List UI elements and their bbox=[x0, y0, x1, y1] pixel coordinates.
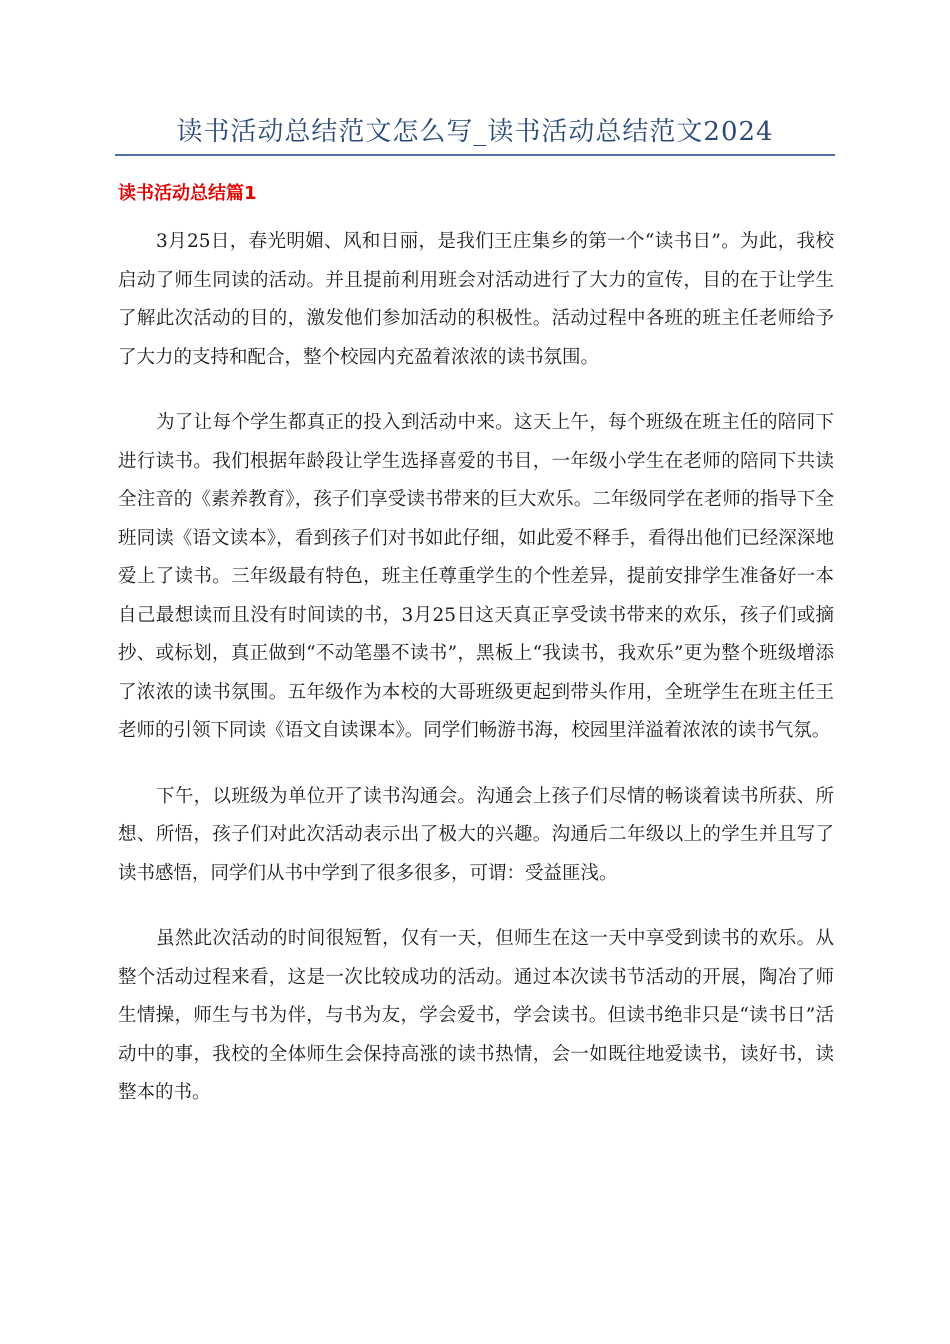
title-underline-rule bbox=[115, 154, 835, 156]
paragraph-1: 3月25日，春光明媚、风和日丽，是我们王庄集乡的第一个“读书日”。为此，我校启动了师生同读的活动。并且提前利用班会对活动进行了大力的宣传，目的在于让学生了解此次活动的目的，激发他们参加活动的积极性。活动过程中各班的班主任老师给予了大力的支持和配合，整个校园内充盈着浓浓的读书氛围。 bbox=[118, 231, 834, 368]
paragraph-4: 虽然此次活动的时间很短暂，仅有一天，但师生在这一天中享受到读书的欢乐。从整个活动过程来看，这是一次比较成功的活动。通过本次读书节活动的开展，陶冶了师生情操，师生与书为伴，与书为友，学会爱书，学会读书。但读书绝非只是“读书日”活动中的事，我校的全体师生会保持高涨的读书热情，会一如既往地爱读书，读好书，读整本的书。 bbox=[118, 928, 834, 1103]
document-body bbox=[118, 223, 834, 1140]
section-heading: 读书活动总结篇1 bbox=[118, 183, 257, 204]
paragraph-2: 为了让每个学生都真正的投入到活动中来。这天上午，每个班级在班主任的陪同下进行读书。我们根据年龄段让学生选择喜爱的书目，一年级小学生在老师的陪同下共读全注音的《素养教育》，孩子们享受读书带来的巨大欢乐。二年级同学在老师的指导下全班同读《语文读本》，看到孩子们对书如此仔细，如此爱不释手，看得出他们已经深深地爱上了读书。三年级最有特色，班主任尊重学生的个性差异，提前安排学生准备好一本自己最想读而且没有时间读的书，3月25日这天真正享受读书带来的欢乐，孩子们或摘抄、或标划，真正做到“不动笔墨不读书”，黑板上“我读书，我欢乐”更为整个班级增添了浓浓的读书氛围。五年级作为本校的大哥班级更起到带头作用，全班学生在班主任王老师的引领下同读《语文自读课本》。同学们畅游书海，校园里洋溢着浓浓的读书气氛。 bbox=[118, 412, 834, 741]
paragraph-3: 下午，以班级为单位开了读书沟通会。沟通会上孩子们尽情的畅谈着读书所获、所想、所悟，孩子们对此次活动表示出了极大的兴趣。沟通后二年级以上的学生并且写了读书感悟，同学们从书中学到了很多很多，可谓：受益匪浅。 bbox=[118, 785, 834, 884]
document-title: 读书活动总结范文怎么写_读书活动总结范文2024 bbox=[176, 117, 774, 147]
